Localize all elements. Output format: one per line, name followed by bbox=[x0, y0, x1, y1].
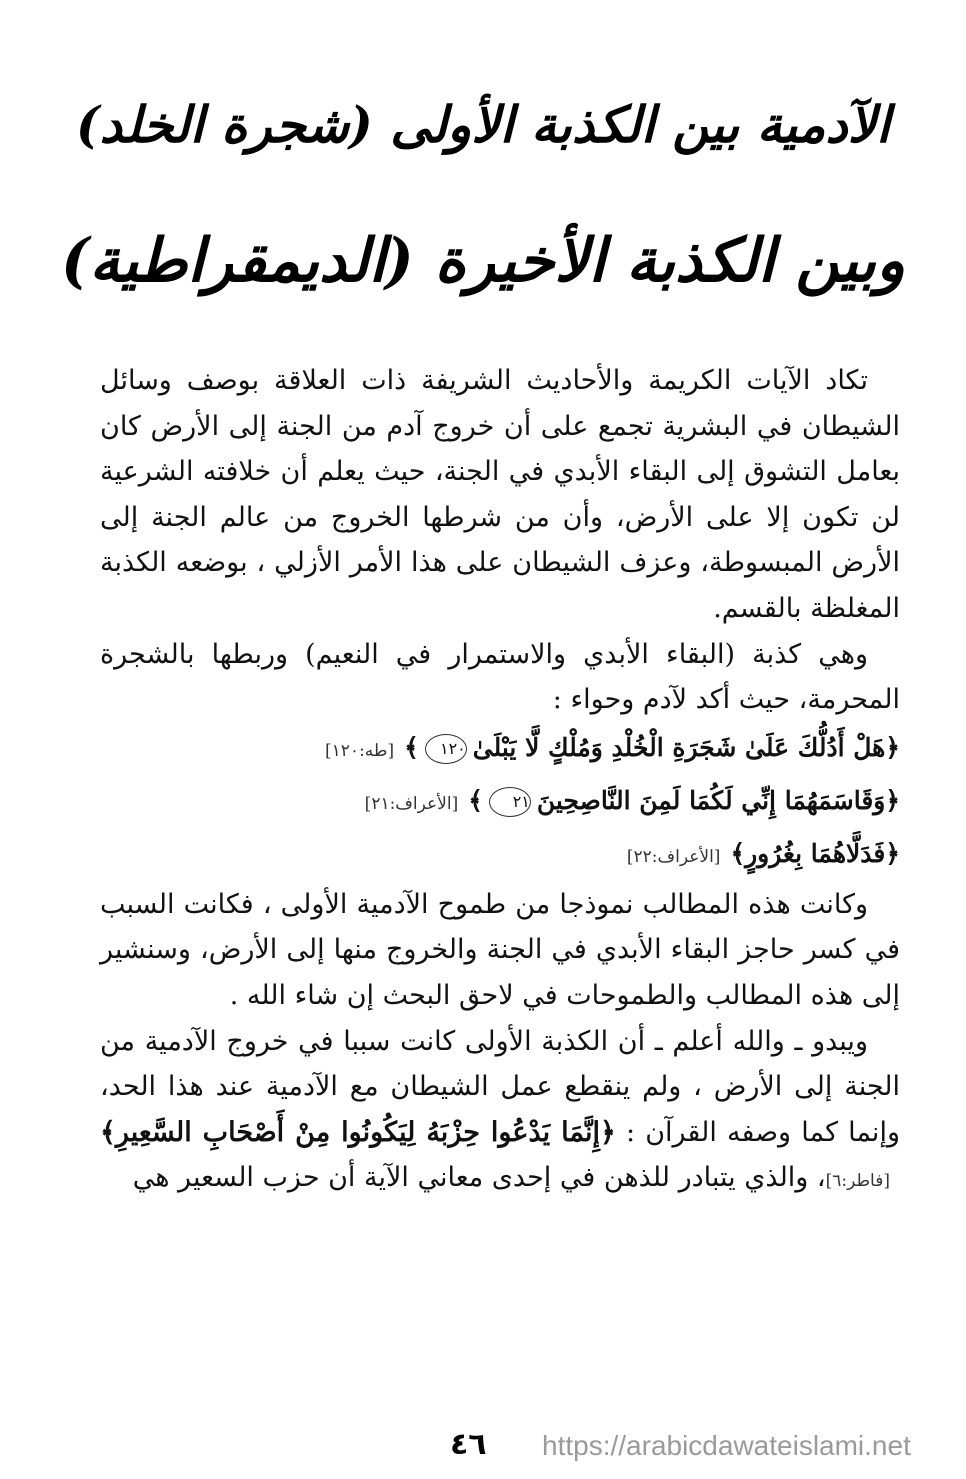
paragraph-3: وكانت هذه المطالب نموذجا من طموح الآدمية الأولى ، فكانت السبب في كسر حاجز البقاء الأبدي في الجنة والخروج منها إلى الأرض، وسنشير إلى هذه المطالب والطموحات في لاحق البحث إن شاء الله . bbox=[100, 888, 900, 1011]
verse-line-1 bbox=[100, 723, 900, 776]
verse-block bbox=[100, 723, 900, 882]
verse-close: ﴾ bbox=[404, 732, 419, 762]
ayah-number-icon: ٢١ bbox=[489, 787, 531, 817]
title-line-2: وبين الكذبة الأخيرة (الديمقراطية) bbox=[61, 226, 905, 296]
verse-close: ﴾ bbox=[468, 785, 483, 815]
title-line-1: الآدمية بين الكذبة الأولى (شجرة الخلد) bbox=[75, 95, 891, 154]
body-text bbox=[100, 358, 900, 1205]
verse-line-2 bbox=[100, 776, 900, 829]
inline-verse-reference: [فاطر:٦] bbox=[825, 1171, 890, 1192]
inline-verse: ﴿إِنَّمَا يَدْعُوا حِزْبَهُ لِيَكُونُوا مِنْ أَصْحَابِ السَّعِيرِ﴾ bbox=[100, 1116, 616, 1148]
paragraph-4 bbox=[100, 1019, 900, 1205]
paragraph-4-start: ويبدو ـ والله أعلم ـ أن الكذبة الأولى كانت سببا في خروج الآدمية من الجنة إلى الأرض ، ولم ينقطع عمل الشيطان مع الآدمية عند هذا الحد، وإنما كما وصفه القرآن : bbox=[100, 1025, 900, 1148]
verse-reference: [الأعراف:٢١] bbox=[364, 793, 459, 814]
ayah-number-icon: ١٢٠ bbox=[425, 734, 467, 764]
verse-text: ﴿هَلْ أَدُلُّكَ عَلَىٰ شَجَرَةِ الْخُلْدِ وَمُلْكٍ لَّا يَبْلَىٰ bbox=[472, 732, 900, 762]
verse-text: ﴿فَدَلَّاهُمَا بِغُرُورٍ bbox=[745, 838, 900, 868]
page-footer bbox=[450, 1425, 920, 1465]
page-number: ٤٦ bbox=[450, 1427, 487, 1462]
website-watermark: https://arabicdawateislami.net bbox=[542, 1430, 911, 1461]
paragraph-1: تكاد الآيات الكريمة والأحاديث الشريفة ذات العلاقة بوصف وسائل الشيطان في البشرية تجمع على أن خروج آدم من الجنة إلى الأرض كان بعامل التشوق إلى البقاء الأبدي في الجنة، حيث يعلم أن خلافته الشرعية لن تكون إلا على الأرض، وأن من شرطها الخروج من عالم الجنة إلى الأرض المبسوطة، وعزف الشيطان على هذا الأمر الأزلي ، بوضعه الكذبة المغلظة بالقسم. bbox=[100, 365, 900, 624]
verse-line-3 bbox=[100, 829, 900, 882]
paragraph-4-end: ، والذي يتبادر للذهن في إحدى معاني الآية أن حزب السعير هي bbox=[132, 1162, 826, 1194]
paragraph-2: وهي كذبة (البقاء الأبدي والاستمرار في النعيم) وربطها بالشجرة المحرمة، حيث أكد لآدم وحواء : bbox=[100, 638, 900, 716]
verse-close: ﴾ bbox=[730, 838, 746, 868]
verse-reference: [طه:١٢٠] bbox=[325, 740, 395, 761]
verse-text: ﴿وَقَاسَمَهُمَا إِنِّي لَكُمَا لَمِنَ النَّاصِحِينَ bbox=[536, 785, 900, 815]
verse-reference: [الأعراف:٢٢] bbox=[626, 846, 721, 867]
